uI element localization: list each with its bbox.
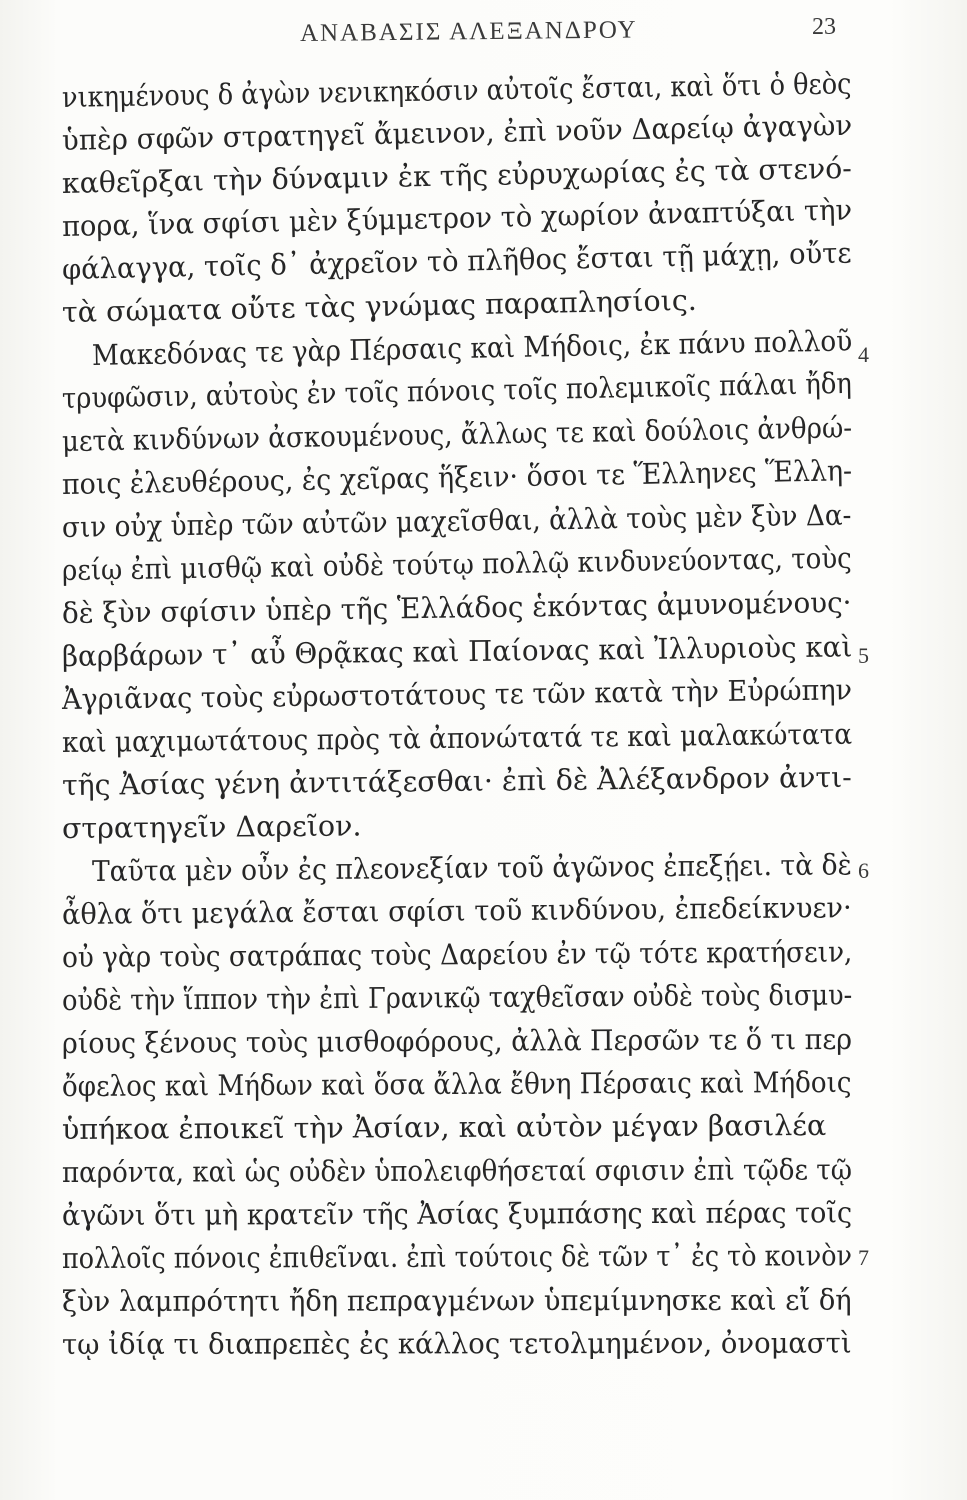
line-text: Ἀγριᾶνας τοὺς εὐρωστοτάτους τε τῶν κατὰ τὴν Εὐρώπην xyxy=(61,673,853,716)
line-text: παρόντα, καὶ ὡς οὐδὲν ὑπολειφθήσεταί σφισιν ἐπὶ τῷδε τῷ xyxy=(61,1153,852,1189)
line-text: ὑπὲρ σφῶν στρατηγεῖ ἄμεινον, ἐπὶ νοῦν Δαρείῳ ἀγαγὼν xyxy=(61,108,853,157)
text-line xyxy=(0,760,967,806)
line-text: ξὺν λαμπρότητι ἤδη πεπραγμένων ὑπεμίμνησκε καὶ εἴ δή xyxy=(61,1283,852,1318)
line-text: μετὰ κινδύνων ἀσκουμένους, ἄλλως τε καὶ δούλοις ἀνθρώ- xyxy=(61,411,853,458)
line-text: πορα, ἵνα σφίσι μὲν ξύμμετρον τὸ χωρίον ἀναπτύξαι τὴν xyxy=(61,193,853,243)
line-text: καὶ μαχιμωτάτους πρὸς τὰ ἀπονώτατά τε καὶ μαλακώτατα xyxy=(61,717,853,759)
line-text: ἀγῶνι ὅτι μὴ κρατεῖν τῆς Ἀσίας ξυμπάσης καὶ πέρας τοῖς xyxy=(61,1196,853,1232)
line-text: τῳ ἰδίᾳ τι διαπρεπὲς ἐς κάλλος τετολμημένον, ὀνομαστὶ xyxy=(61,1326,852,1361)
line-text: τὰ σώματα οὔτε τὰς γνώμας παραπλησίοις. xyxy=(61,283,698,329)
text-line xyxy=(0,848,967,892)
text-line xyxy=(0,1239,967,1279)
page-number: 23 xyxy=(812,14,836,40)
line-text: τρυφῶσιν, αὐτοὺς ἐν τοῖς πόνοις τοῖς πολεμικοῖς πάλαι ἤδη xyxy=(61,366,853,415)
line-text: στρατηγεῖν Δαρεῖον. xyxy=(61,809,362,845)
line-text: καθεῖρξαι τὴν δύναμιν ἐκ τῆς εὐρυχωρίας ἐς τὰ στενό- xyxy=(61,151,853,200)
line-text: ρίους ξένους τοὺς μισθοφόρους, ἀλλὰ Περσῶν τε ὅ τι περ xyxy=(61,1022,853,1060)
line-text: οὐ γὰρ τοὺς σατράπας τοὺς Δαρείου ἐν τῷ τότε κρατήσειν, xyxy=(61,935,853,974)
text-line xyxy=(0,1067,967,1107)
text-line xyxy=(0,717,967,763)
line-text: βαρβάρων τ᾽ αὖ Θρᾷκας καὶ Παίονας καὶ Ἰλλυριοὺς καὶ xyxy=(61,630,853,673)
section-number: 6 xyxy=(858,858,869,883)
line-text: ποις ἐλευθέρους, ἐς χεῖρας ἥξειν· ὅσοι τε Ἕλληνες Ἕλλη- xyxy=(61,454,853,501)
line-text: Ταῦτα μὲν οὖν ἐς πλεονεξίαν τοῦ ἀγῶνος ἐπεξῄει. τὰ δὲ xyxy=(91,848,852,888)
line-text: ρείῳ ἐπὶ μισθῷ καὶ οὐδὲ τούτῳ πολλῷ κινδυνεύοντας, τοὺς xyxy=(61,541,852,587)
line-text: πολλοῖς πόνοις ἐπιθεῖναι. ἐπὶ τούτοις δὲ τῶν τ᾽ ἐς τὸ κοινὸν xyxy=(61,1239,852,1275)
line-text: ὑπήκοα ἐποικεῖ τὴν Ἀσίαν, καὶ αὐτὸν μέγαν βασιλέα xyxy=(61,1108,827,1146)
text-line xyxy=(0,1024,967,1064)
text-line xyxy=(0,1282,967,1322)
text-line xyxy=(0,1196,967,1236)
text-line xyxy=(0,978,967,1021)
section-number: 5 xyxy=(858,643,869,668)
text-line xyxy=(0,1325,967,1365)
line-text: σιν οὐχ ὑπὲρ τῶν αὐτῶν μαχεῖσθαι, ἀλλὰ τοὺς μὲν ξὺν Δα- xyxy=(61,498,852,544)
section-number: 4 xyxy=(858,342,869,367)
line-text: ἆθλα ὅτι μεγάλα ἔσται σφίσι τοῦ κινδύνου, ἐπεδείκνυεν· xyxy=(61,891,852,931)
text-line xyxy=(0,1153,967,1193)
text-line xyxy=(0,891,967,935)
section-number: 7 xyxy=(858,1245,869,1270)
line-text: οὐδὲ τὴν ἵππον τὴν ἐπὶ Γρανικῷ ταχθεῖσαν οὐδὲ τοὺς δισμυ- xyxy=(61,978,853,1017)
line-text: ὄφελος καὶ Μήδων καὶ ὅσα ἄλλα ἔθνη Πέρσαις καὶ Μήδοις xyxy=(61,1065,852,1103)
text-line xyxy=(0,935,967,978)
line-text: φάλαγγα, τοῖς δ᾽ ἀχρεῖον τὸ πλῆθος ἔσται τῇ μάχῃ, οὔτε xyxy=(61,236,852,286)
line-text: Μακεδόνας τε γὰρ Πέρσαις καὶ Μήδοις, ἐκ πάνυ πολλοῦ xyxy=(91,324,853,372)
text-line xyxy=(0,809,967,849)
line-text: νικημένους δ ἀγὼν νενικηκόσιν αὐτοῖς ἔσται, καὶ ὅτι ὁ θεὸς xyxy=(61,67,852,114)
text-line xyxy=(0,673,967,720)
running-title: ΑΝΑΒΑΣΙΣ ΑΛΕΞΑΝΔΡΟΥ xyxy=(299,16,638,47)
line-text: δὲ ξὺν σφίσιν ὑπὲρ τῆς Ἑλλάδος ἑκόντας ἀμυνομένους· xyxy=(61,585,852,630)
line-text: τῆς Ἀσίας γένη ἀντιτάξεσθαι· ἐπὶ δὲ Ἀλέξανδρον ἀντι- xyxy=(61,760,852,802)
text-line xyxy=(0,1110,967,1150)
